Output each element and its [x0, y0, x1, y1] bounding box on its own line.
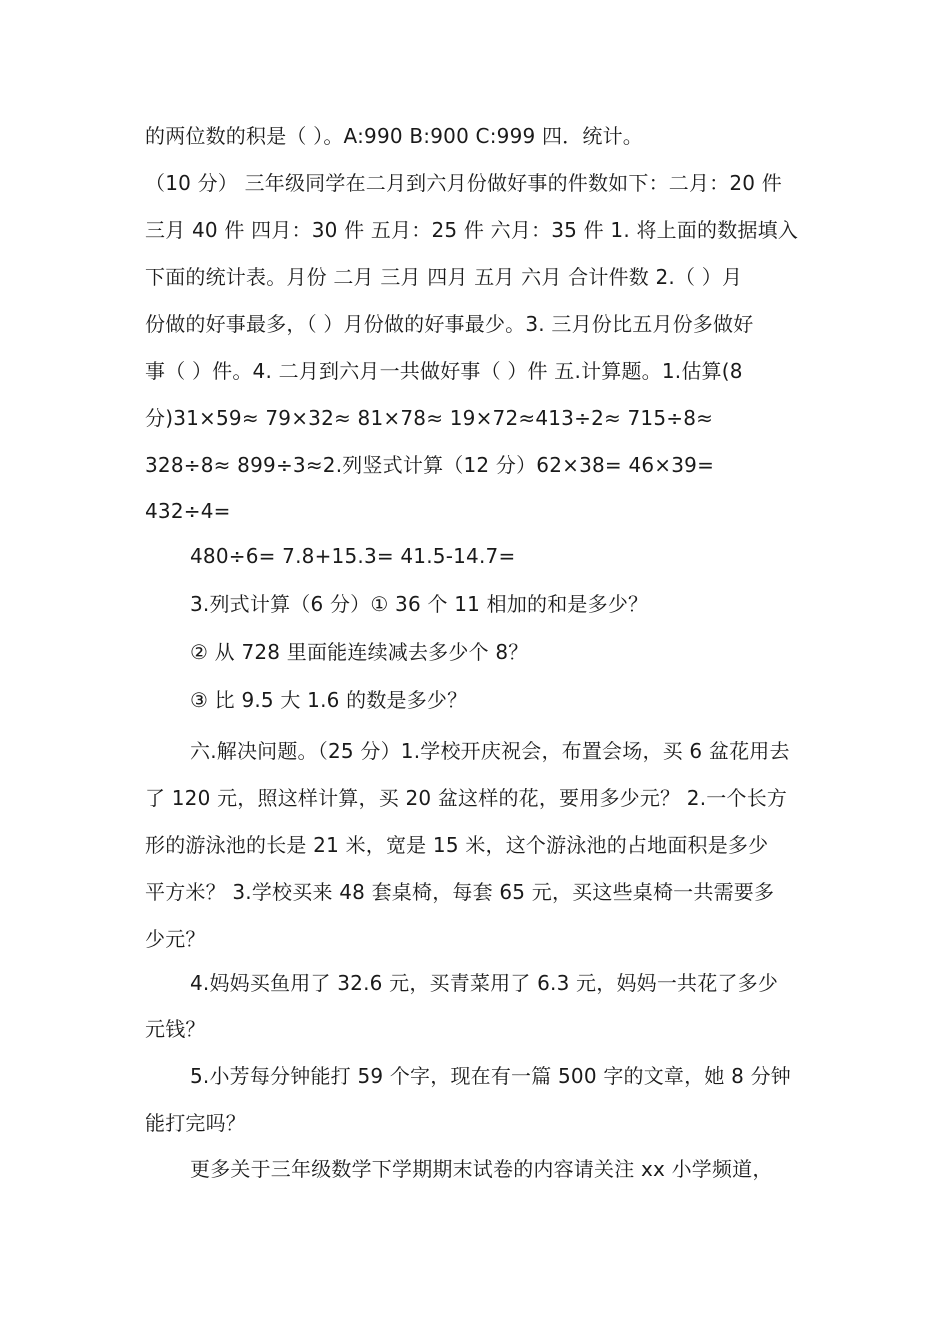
text-line: 328÷8≈ 899÷3≈2.列竖式计算（12 分）62×38= 46×39=: [145, 453, 715, 477]
text-line: ② 从 728 里面能连续减去多少个 8？: [190, 640, 529, 664]
text-line: （10 分） 三年级同学在二月到六月份做好事的件数如下：二月：20 件: [145, 171, 782, 195]
text-line: 事（ ）件。4. 二月到六月一共做好事（ ）件 五.计算题。1.估算(8: [145, 359, 743, 383]
text-line: 三月 40 件 四月：30 件 五月：25 件 六月：35 件 1. 将上面的数据填入: [145, 218, 799, 242]
text-line: 的两位数的积是（ ）。A:990 B:900 C:999 四．统计。: [145, 124, 643, 148]
text-line: 元钱？: [145, 1017, 206, 1041]
text-line: 能打完吗？: [145, 1111, 246, 1135]
text-line: 分)31×59≈ 79×32≈ 81×78≈ 19×72≈413÷2≈ 715÷8≈: [145, 406, 714, 430]
text-line: 平方米？ 3.学校买来 48 套桌椅，每套 65 元，买这些桌椅一共需要多: [145, 880, 775, 904]
text-line: 六.解决问题。（25 分）1.学校开庆祝会，布置会场，买 6 盆花用去: [190, 739, 790, 763]
text-line: 下面的统计表。月份 二月 三月 四月 五月 六月 合计件数 2.（ ）月: [145, 265, 743, 289]
text-line: 432÷4=: [145, 499, 231, 523]
text-line: 了 120 元，照这样计算，买 20 盆这样的花，要用多少元？ 2.一个长方: [145, 786, 788, 810]
text-line: 份做的好事最多，（ ）月份做的好事最少。3. 三月份比五月份多做好: [145, 312, 754, 336]
text-line: 更多关于三年级数学下学期期末试卷的内容请关注 xx 小学频道，: [190, 1157, 773, 1181]
text-line: 3.列式计算（6 分）① 36 个 11 相加的和是多少？: [190, 592, 649, 616]
text-line: ③ 比 9.5 大 1.6 的数是多少？: [190, 688, 468, 712]
text-line: 形的游泳池的长是 21 米，宽是 15 米，这个游泳池的占地面积是多少: [145, 833, 769, 857]
text-line: 少元？: [145, 927, 206, 951]
text-line: 5.小芳每分钟能打 59 个字，现在有一篇 500 字的文章，她 8 分钟: [190, 1064, 791, 1088]
text-line: 480÷6= 7.8+15.3= 41.5-14.7=: [190, 544, 516, 568]
text-line: 4.妈妈买鱼用了 32.6 元，买青菜用了 6.3 元，妈妈一共花了多少: [190, 971, 779, 995]
